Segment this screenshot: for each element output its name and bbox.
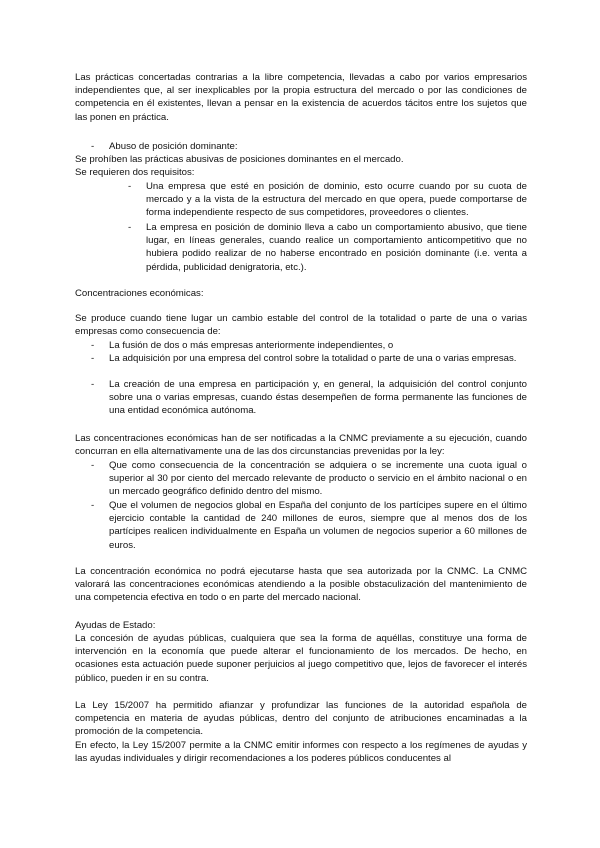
paragraph-concentrations-intro: Se produce cuando tiene lugar un cambio estable del control de la totalidad o parte de una o varias empresas como consecuencia de: (75, 313, 527, 338)
circumstance-item: Que el volumen de negocios global en España del conjunto de los partícipes supere en el último ejercicio contable la cantidad de 240 millones de euros, siempre que al menos dos de los partícipes realicen individualmente en España un volumen de negocios superior a 60 millones de euros. (109, 500, 527, 551)
paragraph-authorization: La concentración económica no podrá ejecutarse hasta que sea autorizada por la CNMC. La CNMC valorará las concentraciones económicas atendiendo a la posible obstaculización del mantenimiento de una competencia efectiva en todo o en parte del mercado nacional. (75, 566, 527, 604)
paragraph-cnmc-reports: En efecto, la Ley 15/2007 permite a la CNMC emitir informes con respecto a los regímenes de ayudas y las ayudas individuales y dirigir recomendaciones a los poderes públicos conducentes al (75, 740, 527, 765)
paragraph-state-aid: La concesión de ayudas públicas, cualquiera que sea la forma de aquéllas, constituye una forma de intervención en la economía que puede alterar el funcionamiento de los mercados. De hecho, en ocasiones esta actuación puede suponer perjuicios al juego competitivo que, lejos de favorecer el interés público, pueden ir en su contra. (75, 633, 527, 684)
bullet-dash: - (91, 500, 95, 511)
text-dominant-prohibition: Se prohíben las prácticas abusivas de posiciones dominantes en el mercado. (75, 154, 404, 165)
bullet-dash: - (91, 379, 95, 390)
bullet-dash: - (91, 141, 95, 152)
concentration-item: La fusión de dos o más empresas anteriormente independientes, o (109, 340, 394, 351)
heading-concentrations: Concentraciones económicas: (75, 288, 204, 299)
heading-dominant-position: Abuso de posición dominante: (109, 141, 238, 152)
bullet-dash: - (91, 340, 95, 351)
concentration-item: La adquisición por una empresa del control sobre la totalidad o parte de una o varias empresas. (109, 353, 517, 364)
bullet-dash: - (128, 222, 132, 233)
concentration-item: La creación de una empresa en participación y, en general, la adquisición del control conjunto sobre una o varias empresas, cuando éstas desempeñen de forma permanente las funciones de una entidad económica autónoma. (109, 379, 527, 417)
bullet-dash: - (91, 353, 95, 364)
paragraph-law-15-2007: La Ley 15/2007 ha permitido afianzar y profundizar las funciones de la autoridad española de competencia en materia de ayudas públicas, dentro del conjunto de atribuciones encaminadas a la promoción de la competencia. (75, 700, 527, 738)
bullet-dash: - (91, 460, 95, 471)
paragraph-concerted-practices: Las prácticas concertadas contrarias a la libre competencia, llevadas a cabo por varios empresarios independientes que, al ser inexplicables por la propia estructura del mercado o por las condiciones de competencia en él existentes, llevan a pensar en la existencia de acuerdos tácitos entre los sujetos que las ponen en práctica. (75, 72, 527, 123)
heading-state-aid: Ayudas de Estado: (75, 620, 156, 631)
circumstance-item: Que como consecuencia de la concentración se adquiera o se incremente una cuota igual o superior al 30 por ciento del mercado relevante de producto o servicio en el ámbito nacional o en un mercado geográfico definido dentro del mismo. (109, 460, 527, 498)
bullet-dash: - (128, 181, 132, 192)
paragraph-notification: Las concentraciones económicas han de ser notificadas a la CNMC previamente a su ejecución, cuando concurran en ella alternativamente una de las dos circunstancias prevenidas por la ley: (75, 433, 527, 458)
requirement-item: La empresa en posición de dominio lleva a cabo un comportamiento abusivo, que tiene lugar, en líneas generales, cuando realice un comportamiento anticompetitivo que no hubiera podido realizar de no haberse encontrado en posición dominante (i.e. venta a pérdida, publicidad denigratoria, etc.). (146, 222, 527, 273)
requirement-item: Una empresa que esté en posición de dominio, esto ocurre cuando por su cuota de mercado y a la vista de la estructura del mercado en que opera, puede comportarse de forma independiente respecto de sus competidores, proveedores o clientes. (146, 181, 527, 219)
text-requirements: Se requieren dos requisitos: (75, 167, 195, 178)
